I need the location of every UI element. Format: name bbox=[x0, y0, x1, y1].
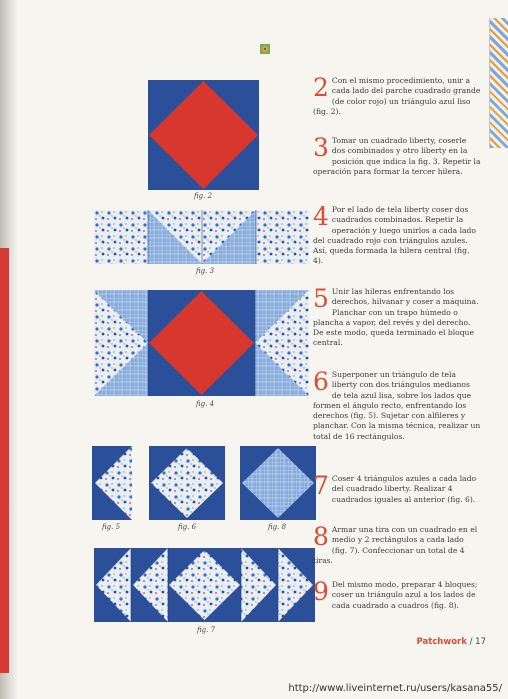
caption-fig-7: fig. 7 bbox=[197, 626, 216, 634]
caption-fig-2: fig. 2 bbox=[194, 192, 213, 200]
step-2 bbox=[313, 73, 481, 117]
step-7 bbox=[313, 471, 481, 505]
decorative-edge-strip bbox=[489, 18, 508, 148]
flower-ornament-icon bbox=[260, 44, 270, 54]
step-number: 2 bbox=[313, 73, 329, 102]
footer-separator: / bbox=[469, 637, 473, 647]
source-watermark: http://www.liveinternet.ru/users/kasana55/ bbox=[288, 683, 502, 694]
magazine-name: Patchwork bbox=[416, 637, 467, 647]
figure-8 bbox=[240, 446, 316, 520]
step-text: Superponer un triángulo de tela liberty con dos triángulos medianos de tela azul lisa, sobre los lados que formen el ángulo recto, enfrentando los derechos (fig. 5). Sujetar con alfileres y planchar. Con la misma técnica, realizar un total de 16 rectángulos. bbox=[313, 370, 481, 441]
step-text: Coser 4 triángulos azules a cada lado del cuadrado liberty. Realizar 4 cuadrados iguales al anterior (fig. 6). bbox=[331, 474, 477, 504]
caption-fig-5: fig. 5 bbox=[102, 523, 121, 531]
step-text: Por el lado de tela liberty coser dos cuadrados combinados. Repetir la operación y luego unirlos a cada lado del cuadrado rojo con triángulos azules. Así, queda formada la hilera central (fig. 4). bbox=[313, 205, 476, 266]
step-number: 4 bbox=[313, 202, 329, 231]
caption-fig-3: fig. 3 bbox=[196, 267, 215, 275]
step-number: 9 bbox=[313, 577, 329, 606]
step-9 bbox=[313, 577, 481, 611]
step-3 bbox=[313, 133, 481, 177]
caption-fig-6: fig. 6 bbox=[178, 523, 197, 531]
figure-5 bbox=[92, 446, 132, 520]
figure-7 bbox=[94, 548, 315, 622]
caption-fig-4: fig. 4 bbox=[196, 400, 215, 408]
page-number: 17 bbox=[475, 637, 486, 647]
caption-fig-8: fig. 8 bbox=[268, 523, 287, 531]
step-text: Tomar un cuadrado liberty, coserle dos combinados y otro liberty en la posición que indica la fig. 3. Repetir la operación para formar la tercer hilera. bbox=[313, 136, 481, 176]
step-number: 3 bbox=[313, 133, 329, 162]
figure-4 bbox=[94, 290, 309, 396]
step-8 bbox=[313, 522, 481, 566]
step-text: Del mismo modo, preparar 4 bloques; coser un triángulo azul a los lados de cada cuadrado a cuadros (fig. 8). bbox=[331, 580, 478, 610]
step-text: Con el mismo procedimiento, unir a cada lado del parche cuadrado grande (de color rojo) un triángulo azul liso (fig. 2). bbox=[313, 76, 481, 116]
page-footer bbox=[416, 637, 486, 647]
step-text: Armar una tira con un cuadrado en el medio y 2 rectángulos a cada lado (fig. 7). Confeccionar un total de 4 tiras. bbox=[313, 525, 478, 565]
red-margin-bar bbox=[0, 248, 9, 673]
figure-6 bbox=[149, 446, 225, 520]
step-number: 5 bbox=[313, 284, 329, 313]
step-text: Unir las hileras enfrentando los derechos, hilvanar y coser a máquina. Planchar con un trapo húmedo o plancha a vapor, del revés y del derecho. De este modo, queda terminado el bloque central. bbox=[313, 287, 479, 348]
step-number: 8 bbox=[313, 522, 329, 551]
step-4 bbox=[313, 202, 481, 267]
figure-3 bbox=[94, 210, 309, 264]
step-number: 7 bbox=[313, 471, 329, 500]
step-6 bbox=[313, 367, 481, 442]
step-5 bbox=[313, 284, 481, 349]
figure-2 bbox=[148, 80, 259, 190]
step-number: 6 bbox=[313, 367, 329, 396]
